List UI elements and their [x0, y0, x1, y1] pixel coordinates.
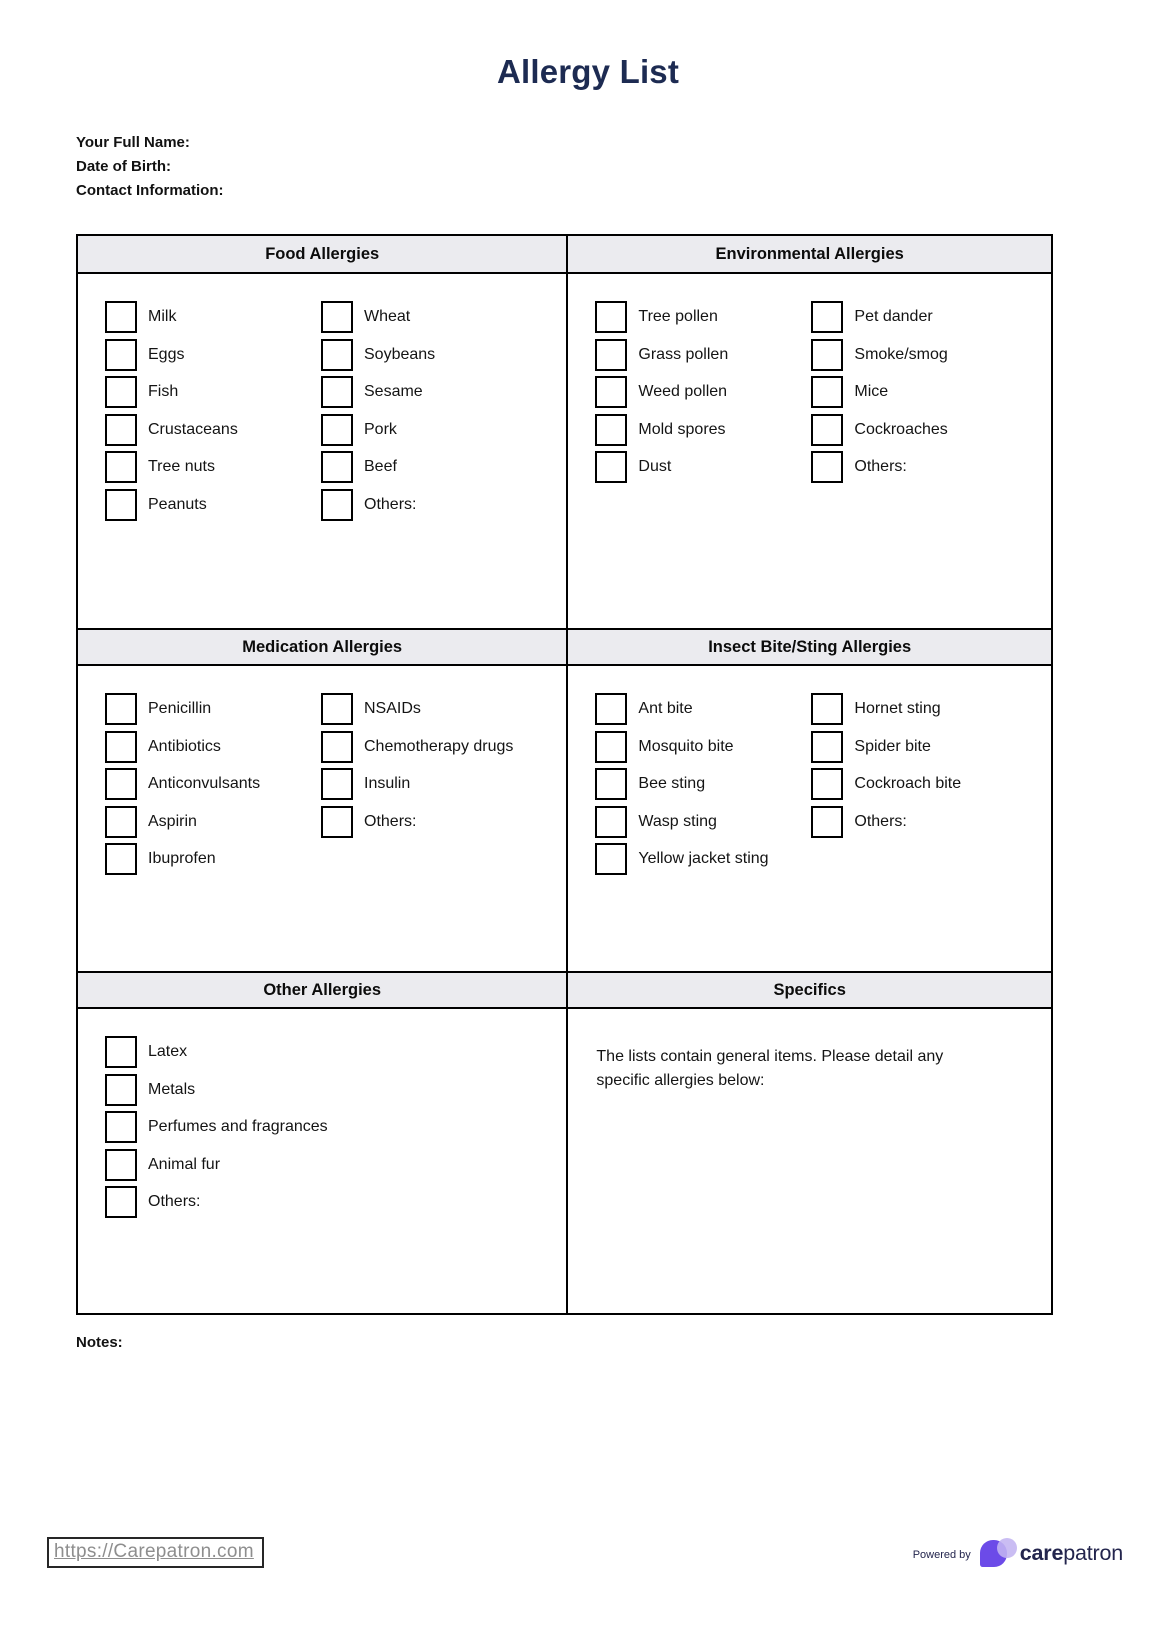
- checkbox-item-antibiotics: [105, 731, 321, 763]
- checkbox-soybeans[interactable]: [321, 339, 353, 371]
- checkbox-nsaids[interactable]: [321, 693, 353, 725]
- checkbox-label: Dust: [638, 458, 672, 475]
- food-allergies-cell: [78, 274, 568, 628]
- checkbox-hornet-sting[interactable]: [811, 693, 843, 725]
- checkbox-item-others: [321, 806, 513, 838]
- checkbox-item-wheat: [321, 301, 435, 333]
- checkbox-label: Cockroach bite: [854, 775, 962, 792]
- carepatron-link[interactable]: [47, 1537, 264, 1568]
- checkbox-label: Animal fur: [148, 1155, 221, 1173]
- checkbox-label: Eggs: [148, 345, 185, 363]
- checkbox-label: Wheat: [364, 308, 411, 325]
- checkbox-label: Spider bite: [854, 737, 931, 755]
- header-other-allergies: Other Allergies: [78, 971, 568, 1009]
- checkbox-item-cockroach-bite: [811, 768, 961, 800]
- checkbox-ant-bite[interactable]: [595, 693, 627, 725]
- checkbox-item-others: [811, 451, 947, 483]
- checkbox-item-metals: [105, 1074, 321, 1106]
- checkbox-item-insulin: [321, 768, 513, 800]
- checkbox-antibiotics[interactable]: [105, 731, 137, 763]
- checkbox-pork[interactable]: [321, 414, 353, 446]
- checklist-column: [105, 301, 321, 526]
- checkbox-label: Weed pollen: [638, 383, 728, 400]
- checkbox-mosquito-bite[interactable]: [595, 731, 627, 763]
- checkbox-mold-spores[interactable]: [595, 414, 627, 446]
- checkbox-fish[interactable]: [105, 376, 137, 408]
- checkbox-crustaceans[interactable]: [105, 414, 137, 446]
- checkbox-label: Cockroaches: [854, 420, 948, 438]
- checkbox-aspirin[interactable]: [105, 806, 137, 838]
- logo-circle-shape: [997, 1538, 1017, 1558]
- checkbox-label: Tree pollen: [638, 308, 718, 325]
- specifics-instruction-text: The lists contain general items. Please detail any specific allergies below:: [596, 1048, 944, 1089]
- checkbox-label: Ibuprofen: [148, 850, 216, 867]
- checklist-column: [595, 301, 811, 489]
- checkbox-item-animal-fur: [105, 1149, 321, 1181]
- checklist-column: [105, 1036, 328, 1224]
- checkbox-label: NSAIDs: [364, 700, 421, 717]
- environmental-allergies-cell: [568, 274, 1051, 628]
- checkbox-item-grass-pollen: [595, 339, 811, 371]
- other-allergies-cell: [78, 1009, 568, 1313]
- checkbox-item-mold-spores: [595, 414, 811, 446]
- checkbox-spider-bite[interactable]: [811, 731, 843, 763]
- checkbox-item-aspirin: [105, 806, 321, 838]
- checkbox-label: Beef: [364, 458, 397, 475]
- checkbox-item-milk: [105, 301, 321, 333]
- checkbox-label: Sesame: [364, 383, 423, 400]
- header-food-allergies: Food Allergies: [78, 236, 568, 274]
- checkbox-anticonvulsants[interactable]: [105, 768, 137, 800]
- checkbox-metals[interactable]: [105, 1074, 137, 1106]
- checkbox-sesame[interactable]: [321, 376, 353, 408]
- checkbox-label: Others:: [854, 812, 907, 830]
- checkbox-tree-nuts[interactable]: [105, 451, 137, 483]
- checkbox-label: Tree nuts: [148, 458, 215, 475]
- checkbox-item-pork: [321, 414, 435, 446]
- checklist-column: [595, 693, 811, 881]
- checkbox-label: Aspirin: [148, 812, 197, 830]
- allergy-table: [76, 234, 1053, 1315]
- checkbox-others[interactable]: [811, 451, 843, 483]
- checkbox-item-eggs: [105, 339, 321, 371]
- checkbox-insulin[interactable]: [321, 768, 353, 800]
- checkbox-label: Peanuts: [148, 495, 207, 513]
- checkbox-cockroach-bite[interactable]: [811, 768, 843, 800]
- specifics-cell: [568, 1009, 1051, 1313]
- checkbox-item-perfumes-and-fragrances: [105, 1111, 328, 1143]
- contact-information-label: Contact Information:: [76, 182, 224, 199]
- powered-by-label: Powered by: [912, 1549, 971, 1561]
- medication-allergies-cell: [78, 666, 568, 971]
- page-title: Allergy List: [496, 53, 680, 90]
- brand-care-text: care: [1019, 1540, 1064, 1565]
- date-of-birth-label: Date of Birth:: [76, 158, 171, 175]
- checkbox-perfumes-and-fragrances[interactable]: [105, 1111, 137, 1143]
- checkbox-label: Penicillin: [148, 700, 212, 717]
- checkbox-item-mice: [811, 376, 947, 408]
- checkbox-others[interactable]: [321, 806, 353, 838]
- checkbox-item-mosquito-bite: [595, 731, 811, 763]
- carepatron-link-text: https://Carepatron.com: [54, 1541, 254, 1562]
- checkbox-eggs[interactable]: [105, 339, 137, 371]
- checkbox-item-tree-nuts: [105, 451, 321, 483]
- checklist-column: [321, 693, 513, 843]
- checkbox-item-beef: [321, 451, 435, 483]
- header-insect-bite-sting-allergies: Insect Bite/Sting Allergies: [568, 628, 1051, 666]
- checkbox-ibuprofen[interactable]: [105, 843, 137, 875]
- checkbox-label: Hornet sting: [854, 700, 941, 717]
- checkbox-item-fish: [105, 376, 321, 408]
- checkbox-item-sesame: [321, 376, 435, 408]
- checkbox-latex[interactable]: [105, 1036, 137, 1068]
- checkbox-label: Mold spores: [638, 420, 726, 438]
- checkbox-grass-pollen[interactable]: [595, 339, 627, 371]
- checkbox-label: Crustaceans: [148, 420, 238, 438]
- notes-label: Notes:: [76, 1334, 123, 1351]
- checkbox-label: Others:: [364, 495, 417, 513]
- checkbox-cockroaches[interactable]: [811, 414, 843, 446]
- checkbox-label: Metals: [148, 1080, 196, 1098]
- checkbox-item-dust: [595, 451, 811, 483]
- checkbox-label: Ant bite: [638, 700, 693, 717]
- checkbox-item-soybeans: [321, 339, 435, 371]
- full-name-label: Your Full Name:: [76, 134, 190, 151]
- checkbox-label: Milk: [148, 308, 177, 325]
- checkbox-animal-fur[interactable]: [105, 1149, 137, 1181]
- checkbox-item-wasp-sting: [595, 806, 811, 838]
- patient-info-fields: [76, 131, 224, 203]
- checkbox-label: Yellow jacket sting: [638, 850, 769, 867]
- checklist-column: [321, 301, 435, 526]
- checkbox-item-penicillin: [105, 693, 321, 725]
- checkbox-label: Others:: [148, 1193, 201, 1210]
- checkbox-label: Antibiotics: [148, 737, 221, 755]
- checkbox-item-ant-bite: [595, 693, 811, 725]
- checkbox-label: Latex: [148, 1043, 188, 1060]
- checkbox-item-chemotherapy-drugs: [321, 731, 513, 763]
- checkbox-item-anticonvulsants: [105, 768, 321, 800]
- checkbox-peanuts[interactable]: [105, 489, 137, 521]
- checkbox-label: Anticonvulsants: [148, 775, 261, 792]
- checkbox-item-crustaceans: [105, 414, 321, 446]
- checkbox-smoke-smog[interactable]: [811, 339, 843, 371]
- checkbox-others[interactable]: [811, 806, 843, 838]
- checkbox-beef[interactable]: [321, 451, 353, 483]
- checkbox-mice[interactable]: [811, 376, 843, 408]
- checkbox-label: Mosquito bite: [638, 737, 734, 755]
- checkbox-item-pet-dander: [811, 301, 947, 333]
- checkbox-label: Fish: [148, 383, 179, 400]
- checkbox-others[interactable]: [321, 489, 353, 521]
- checkbox-item-tree-pollen: [595, 301, 811, 333]
- carepatron-logo-icon: [980, 1538, 1020, 1568]
- checklist-column: [811, 693, 961, 843]
- checkbox-item-latex: [105, 1036, 321, 1068]
- checkbox-tree-pollen[interactable]: [595, 301, 627, 333]
- checkbox-item-others: [321, 489, 435, 521]
- checkbox-dust[interactable]: [595, 451, 627, 483]
- checkbox-item-cockroaches: [811, 414, 947, 446]
- powered-by-footer: [913, 1538, 1123, 1568]
- checkbox-item-yellow-jacket-sting: [595, 843, 811, 875]
- checkbox-penicillin[interactable]: [105, 693, 137, 725]
- insect-bite-sting-allergies-cell: [568, 666, 1051, 971]
- checkbox-label: Pet dander: [854, 308, 933, 325]
- checkbox-label: Perfumes and fragrances: [148, 1118, 328, 1135]
- checkbox-item-others: [811, 806, 961, 838]
- checkbox-weed-pollen[interactable]: [595, 376, 627, 408]
- checkbox-label: Others:: [854, 458, 907, 475]
- brand-patron-text: patron: [1063, 1540, 1123, 1565]
- checkbox-chemotherapy-drugs[interactable]: [321, 731, 353, 763]
- checkbox-milk[interactable]: [105, 301, 137, 333]
- checkbox-label: Pork: [364, 420, 397, 438]
- checkbox-item-peanuts: [105, 489, 321, 521]
- checklist-column: [105, 693, 321, 881]
- checkbox-label: Insulin: [364, 775, 411, 792]
- checkbox-item-hornet-sting: [811, 693, 961, 725]
- checkbox-label: Grass pollen: [638, 345, 729, 363]
- checkbox-label: Bee sting: [638, 775, 706, 792]
- checkbox-yellow-jacket-sting[interactable]: [595, 843, 627, 875]
- checkbox-wasp-sting[interactable]: [595, 806, 627, 838]
- header-medication-allergies: Medication Allergies: [78, 628, 568, 666]
- header-environmental-allergies: Environmental Allergies: [568, 236, 1051, 274]
- checkbox-item-bee-sting: [595, 768, 811, 800]
- checkbox-label: Others:: [364, 812, 417, 830]
- checkbox-label: Mice: [854, 383, 889, 400]
- checkbox-others[interactable]: [105, 1186, 137, 1218]
- checklist-column: [811, 301, 947, 489]
- checkbox-bee-sting[interactable]: [595, 768, 627, 800]
- checkbox-label: Wasp sting: [638, 812, 717, 830]
- checkbox-item-smoke-smog: [811, 339, 947, 371]
- checkbox-label: Smoke/smog: [854, 345, 948, 363]
- checkbox-label: Soybeans: [364, 345, 436, 363]
- carepatron-wordmark: [1020, 1541, 1123, 1566]
- checkbox-item-ibuprofen: [105, 843, 321, 875]
- checkbox-item-nsaids: [321, 693, 513, 725]
- checkbox-label: Chemotherapy drugs: [364, 737, 514, 755]
- checkbox-item-spider-bite: [811, 731, 961, 763]
- checkbox-item-weed-pollen: [595, 376, 811, 408]
- checkbox-item-others: [105, 1186, 321, 1218]
- checkbox-wheat[interactable]: [321, 301, 353, 333]
- header-specifics: Specifics: [568, 971, 1051, 1009]
- checkbox-pet-dander[interactable]: [811, 301, 843, 333]
